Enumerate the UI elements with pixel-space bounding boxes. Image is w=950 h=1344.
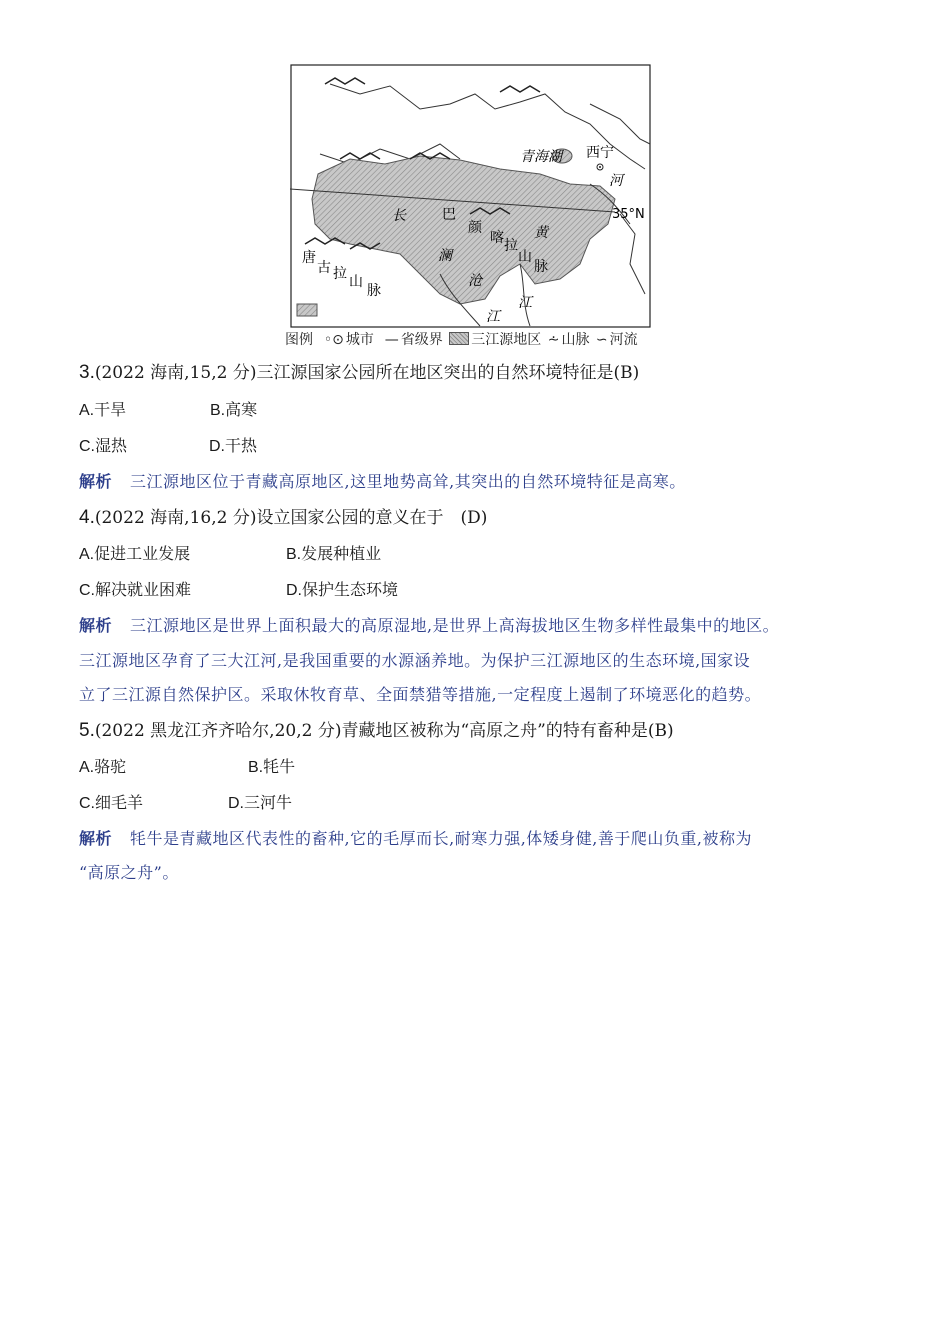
label-la: 拉 bbox=[504, 238, 518, 254]
legend-river: 河流 bbox=[609, 332, 638, 348]
city-icon: ◦⊙ bbox=[319, 332, 344, 348]
question-number: 4. bbox=[79, 507, 95, 528]
option-b: B.牦牛 bbox=[248, 757, 296, 776]
label-jiang2: 江 bbox=[486, 309, 500, 325]
question-stem: (2022 黑龙江齐齐哈尔,20,2 分)青藏地区被称为“高原之舟”的特有畜种是(B) bbox=[94, 721, 674, 741]
map-svg bbox=[290, 64, 652, 328]
analysis-text: 三江源地区位于青藏高原地区,这里地势高耸,其突出的自然环境特征是高寒。 bbox=[130, 472, 686, 491]
option-b: B.发展种植业 bbox=[286, 544, 382, 563]
mountain-icon: ⩪ bbox=[547, 332, 560, 348]
question-stem: (2022 海南,15,2 分)三江源国家公园所在地区突出的自然环境特征是(B) bbox=[94, 363, 640, 383]
option-d: D.三河牛 bbox=[228, 793, 293, 812]
analysis-tag: 解析 bbox=[79, 829, 113, 848]
label-mai: 脉 bbox=[534, 259, 548, 275]
river-icon: ∽ bbox=[595, 332, 608, 348]
label-xining: 西宁 bbox=[586, 145, 614, 161]
option-c: C.解决就业困难 bbox=[79, 580, 192, 599]
label-jiang: 江 bbox=[518, 295, 532, 311]
option-c: C.细毛羊 bbox=[79, 793, 144, 812]
question-5 bbox=[79, 716, 674, 742]
analysis-4 bbox=[79, 613, 779, 636]
analysis-5-line-2: “高原之舟”。 bbox=[79, 863, 179, 882]
question-number: 5. bbox=[79, 720, 95, 741]
label-yan: 颜 bbox=[468, 220, 482, 236]
label-cang: 沧 bbox=[468, 273, 482, 289]
legend-region: 三江源地区 bbox=[471, 332, 542, 348]
analysis-text: 牦牛是青藏地区代表性的畜种,它的毛厚而长,耐寒力强,体矮身健,善于爬山负重,被称为 bbox=[130, 829, 752, 848]
label-qinghai-lake: 青海湖 bbox=[520, 149, 562, 165]
option-c: C.湿热 bbox=[79, 436, 128, 455]
map-legend bbox=[285, 329, 640, 349]
label-shan: 山 bbox=[518, 249, 532, 265]
option-a: A.促进工业发展 bbox=[79, 544, 191, 563]
question-4 bbox=[79, 503, 487, 529]
option-a: A.干旱 bbox=[79, 400, 127, 419]
label-tang: 唐 bbox=[302, 250, 316, 266]
label-la2: 拉 bbox=[333, 266, 347, 282]
analysis-text: 三江源地区是世界上面积最大的高原湿地,是世界上高海拔地区生物多样性最集中的地区。 bbox=[130, 616, 780, 635]
legend-title: 图例 bbox=[285, 332, 313, 348]
analysis-tag: 解析 bbox=[79, 472, 113, 491]
label-huang: 黄 bbox=[534, 225, 548, 241]
analysis-tag: 解析 bbox=[79, 616, 113, 635]
analysis-3 bbox=[79, 469, 686, 492]
question-number: 3. bbox=[79, 362, 95, 383]
analysis-4-line-3: 立了三江源自然保护区。采取休牧育草、全面禁猎等措施,一定程度上遏制了环境恶化的趋势。 bbox=[79, 685, 762, 704]
label-mai2: 脉 bbox=[367, 283, 381, 299]
map-figure bbox=[290, 64, 652, 328]
label-gu: 古 bbox=[317, 260, 331, 276]
question-stem: (2022 海南,16,2 分)设立国家公园的意义在于 (D) bbox=[94, 508, 488, 528]
analysis-4-line-2: 三江源地区孕育了三大江河,是我国重要的水源涵养地。为保护三江源地区的生态环境,国家设 bbox=[79, 651, 751, 670]
legend-border: 省级界 bbox=[400, 332, 443, 348]
label-lat: 35°N bbox=[612, 207, 645, 222]
label-chang: 长 bbox=[392, 208, 406, 224]
option-a: A.骆驼 bbox=[79, 757, 127, 776]
label-ka: 喀 bbox=[490, 230, 504, 246]
label-ba: 巴 bbox=[442, 207, 456, 223]
option-d: D.干热 bbox=[209, 436, 258, 455]
label-he: 河 bbox=[609, 173, 623, 189]
question-3 bbox=[79, 358, 639, 384]
label-shan2: 山 bbox=[349, 274, 363, 290]
legend-mountain: 山脉 bbox=[561, 332, 590, 348]
option-d: D.保护生态环境 bbox=[286, 580, 399, 599]
region-swatch-icon bbox=[449, 332, 469, 345]
legend-swatch-inner bbox=[297, 304, 317, 316]
border-icon: — bbox=[380, 332, 399, 348]
analysis-5 bbox=[79, 826, 752, 849]
label-lan: 澜 bbox=[438, 248, 452, 264]
legend-city: 城市 bbox=[345, 332, 374, 348]
option-b: B.高寒 bbox=[210, 400, 258, 419]
